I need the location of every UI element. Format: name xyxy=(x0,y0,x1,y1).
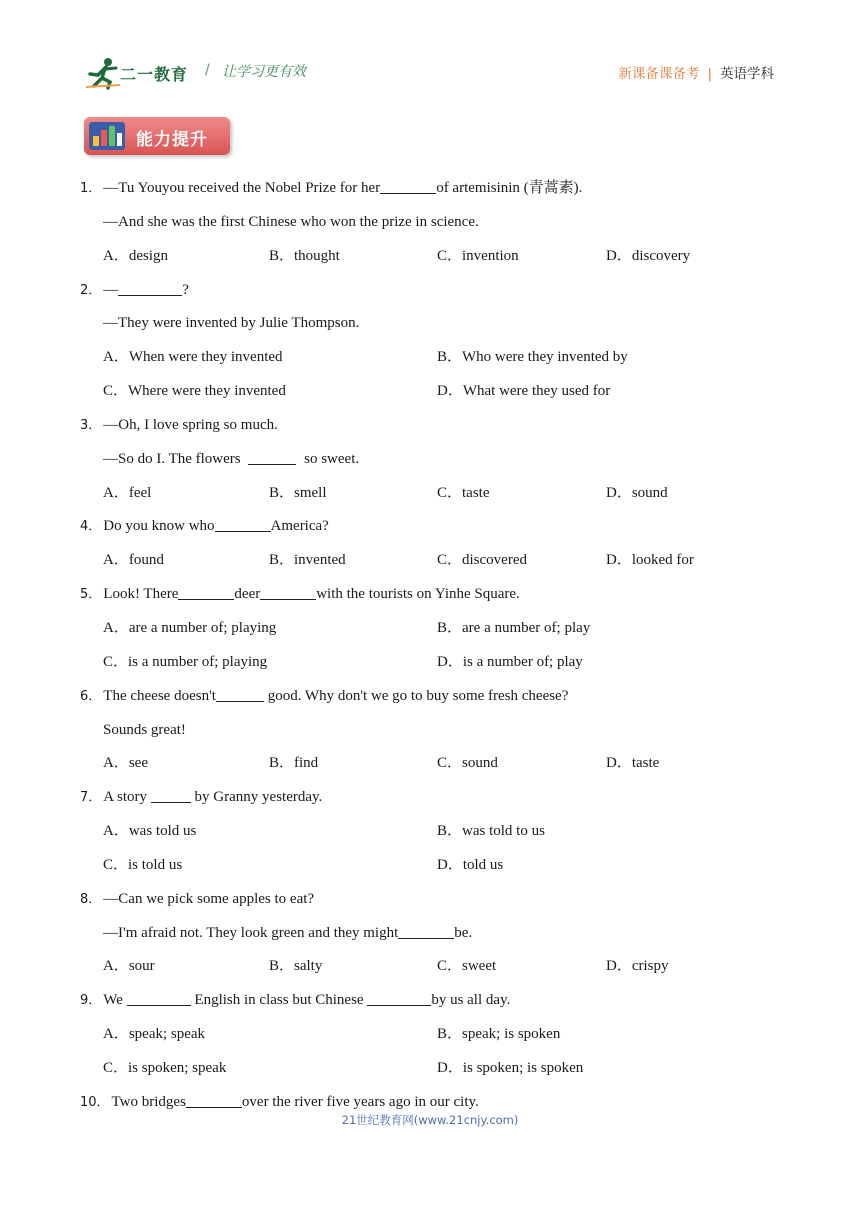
question-3-context xyxy=(0,442,860,476)
stem-text: —I'm afraid not. They look green and they might xyxy=(103,924,399,941)
option-d[interactable]: D．looked for xyxy=(606,552,694,569)
stem-text: Do you know who xyxy=(103,518,215,535)
slogan-divider: / xyxy=(205,62,210,78)
question-1-context: —And she was the first Chinese who won the prize in science. xyxy=(103,213,479,230)
stem-text: by Granny yesterday. xyxy=(190,789,323,806)
question-3-stem xyxy=(0,408,860,442)
option-b[interactable]: B．Who were they invented by xyxy=(437,349,628,366)
question-6-stem xyxy=(0,679,860,713)
question-number: 9． xyxy=(80,993,102,1009)
page-header xyxy=(0,0,860,100)
section-title: 能力提升 xyxy=(136,130,208,150)
header-course-info xyxy=(618,62,774,82)
answer-blank xyxy=(248,448,296,465)
option-c[interactable]: C．sweet xyxy=(437,958,497,975)
section-banner xyxy=(84,117,230,155)
slogan: 让学习更有效 xyxy=(222,64,306,80)
answer-blank xyxy=(398,922,454,939)
question-2-stem xyxy=(0,273,860,307)
answer-blank xyxy=(151,786,191,803)
option-b[interactable]: B．salty xyxy=(269,958,323,975)
stem-text: of artemisinin (青蒿素). xyxy=(436,180,583,196)
stem-text: be. xyxy=(454,924,473,941)
option-a[interactable]: A．speak; speak xyxy=(103,1026,206,1043)
answer-blank xyxy=(215,515,271,532)
question-6-context: Sounds great! xyxy=(103,721,186,738)
option-d[interactable]: D．is a number of; play xyxy=(437,653,583,670)
course-label: 新课备课备考 xyxy=(618,66,700,82)
stem-text: by us all day. xyxy=(431,992,511,1009)
question-list xyxy=(0,171,860,1119)
stem-text: —Tu Youyou received the Nobel Prize for her xyxy=(103,180,381,196)
option-c[interactable]: C．is told us xyxy=(103,856,183,873)
option-d[interactable]: D．sound xyxy=(606,484,668,501)
option-c[interactable]: C．discovered xyxy=(437,552,527,569)
question-number: 8． xyxy=(80,891,102,907)
question-number: 2． xyxy=(80,282,102,298)
stem-text: A story xyxy=(103,789,151,806)
option-c[interactable]: C．invention xyxy=(437,247,519,264)
stem-text: Look! There xyxy=(103,586,179,603)
question-2-context: —They were invented by Julie Thompson. xyxy=(103,315,360,332)
stem-text: —Oh, I love spring so much. xyxy=(103,416,278,433)
option-c[interactable]: C．is spoken; speak xyxy=(103,1059,227,1076)
question-5-options-row1 xyxy=(0,611,860,645)
question-number: 10． xyxy=(80,1094,110,1110)
question-5-options-row2 xyxy=(0,645,860,679)
option-d[interactable]: D．What were they used for xyxy=(437,383,611,400)
question-7-stem xyxy=(0,780,860,814)
stem-text: over the river five years ago in our city. xyxy=(241,1093,479,1110)
option-b[interactable]: B．thought xyxy=(269,247,340,264)
stem-text: — xyxy=(103,281,119,298)
option-a[interactable]: A．design xyxy=(103,247,168,264)
option-a[interactable]: A．found xyxy=(103,552,164,569)
answer-blank xyxy=(178,583,234,600)
question-4-options xyxy=(0,543,860,577)
question-1-stem xyxy=(0,171,860,205)
question-5-stem xyxy=(0,577,860,611)
page-footer: 21世纪教育网(www.21cnjy.com) xyxy=(341,1113,519,1127)
option-d[interactable]: D．is spoken; is spoken xyxy=(437,1059,584,1076)
stem-text: ? xyxy=(182,281,189,298)
option-b[interactable]: B．was told to us xyxy=(437,823,545,840)
stem-text: —Can we pick some apples to eat? xyxy=(103,890,315,907)
option-b[interactable]: B．speak; is spoken xyxy=(437,1026,561,1043)
answer-blank xyxy=(380,177,436,194)
question-7-options-row1 xyxy=(0,814,860,848)
option-d[interactable]: D．told us xyxy=(437,856,504,873)
stem-text: deer xyxy=(234,586,261,603)
stem-text: —So do I. The flowers xyxy=(103,450,245,467)
question-7-options-row2 xyxy=(0,848,860,882)
option-c[interactable]: C．Where were they invented xyxy=(103,383,286,400)
answer-blank xyxy=(367,989,431,1006)
option-a[interactable]: A．feel xyxy=(103,484,152,501)
question-number: 6． xyxy=(80,688,102,704)
stem-text: so sweet. xyxy=(300,450,360,467)
bar-chart-icon xyxy=(89,122,125,150)
question-1-options xyxy=(0,239,860,273)
question-9-options-row2 xyxy=(0,1051,860,1085)
option-a[interactable]: A．was told us xyxy=(103,823,197,840)
option-a[interactable]: A．are a number of; playing xyxy=(103,619,277,636)
question-2-options-row1 xyxy=(0,340,860,374)
answer-blank xyxy=(118,279,182,296)
question-8-context xyxy=(0,916,860,950)
option-b[interactable]: B．are a number of; play xyxy=(437,619,591,636)
question-4-stem xyxy=(0,509,860,543)
header-divider: | xyxy=(707,66,712,82)
option-a[interactable]: A．When were they invented xyxy=(103,349,283,366)
answer-blank xyxy=(127,989,191,1006)
question-6-options xyxy=(0,746,860,780)
subject-label: 英语学科 xyxy=(720,66,774,82)
answer-blank xyxy=(186,1091,242,1108)
option-d[interactable]: D．discovery xyxy=(606,247,691,264)
option-a[interactable]: A．see xyxy=(103,755,148,772)
stem-text: The cheese doesn't xyxy=(103,687,216,704)
option-b[interactable]: B．invented xyxy=(269,552,346,569)
option-c[interactable]: C．is a number of; playing xyxy=(103,653,268,670)
stem-text: America? xyxy=(270,518,329,535)
stem-text: We xyxy=(103,992,127,1009)
logo-text: 二一教育 xyxy=(120,65,189,84)
option-c[interactable]: C．sound xyxy=(437,755,498,772)
option-d[interactable]: D．crispy xyxy=(606,958,669,975)
stem-text: Two bridges xyxy=(111,1093,186,1110)
question-2-options-row2 xyxy=(0,374,860,408)
question-3-options xyxy=(0,476,860,510)
question-9-stem xyxy=(0,983,860,1017)
question-number: 3． xyxy=(80,417,102,433)
answer-blank xyxy=(260,583,316,600)
stem-text: good. Why don't we go to buy some fresh cheese? xyxy=(263,687,569,704)
question-8-options xyxy=(0,949,860,983)
option-a[interactable]: A．sour xyxy=(103,958,155,975)
option-b[interactable]: B．find xyxy=(269,755,319,772)
question-number: 7． xyxy=(80,790,102,806)
option-b[interactable]: B．smell xyxy=(269,484,327,501)
question-number: 4． xyxy=(80,519,102,535)
runner-logo-icon xyxy=(84,56,124,90)
question-number: 5． xyxy=(80,587,102,603)
stem-text: with the tourists on Yinhe Square. xyxy=(316,586,520,603)
question-8-stem xyxy=(0,882,860,916)
option-d[interactable]: D．taste xyxy=(606,755,660,772)
stem-text: English in class but Chinese xyxy=(190,992,368,1009)
option-c[interactable]: C．taste xyxy=(437,484,490,501)
answer-blank xyxy=(216,685,264,702)
question-9-options-row1 xyxy=(0,1017,860,1051)
logo xyxy=(84,56,194,90)
question-number: 1． xyxy=(80,181,102,196)
